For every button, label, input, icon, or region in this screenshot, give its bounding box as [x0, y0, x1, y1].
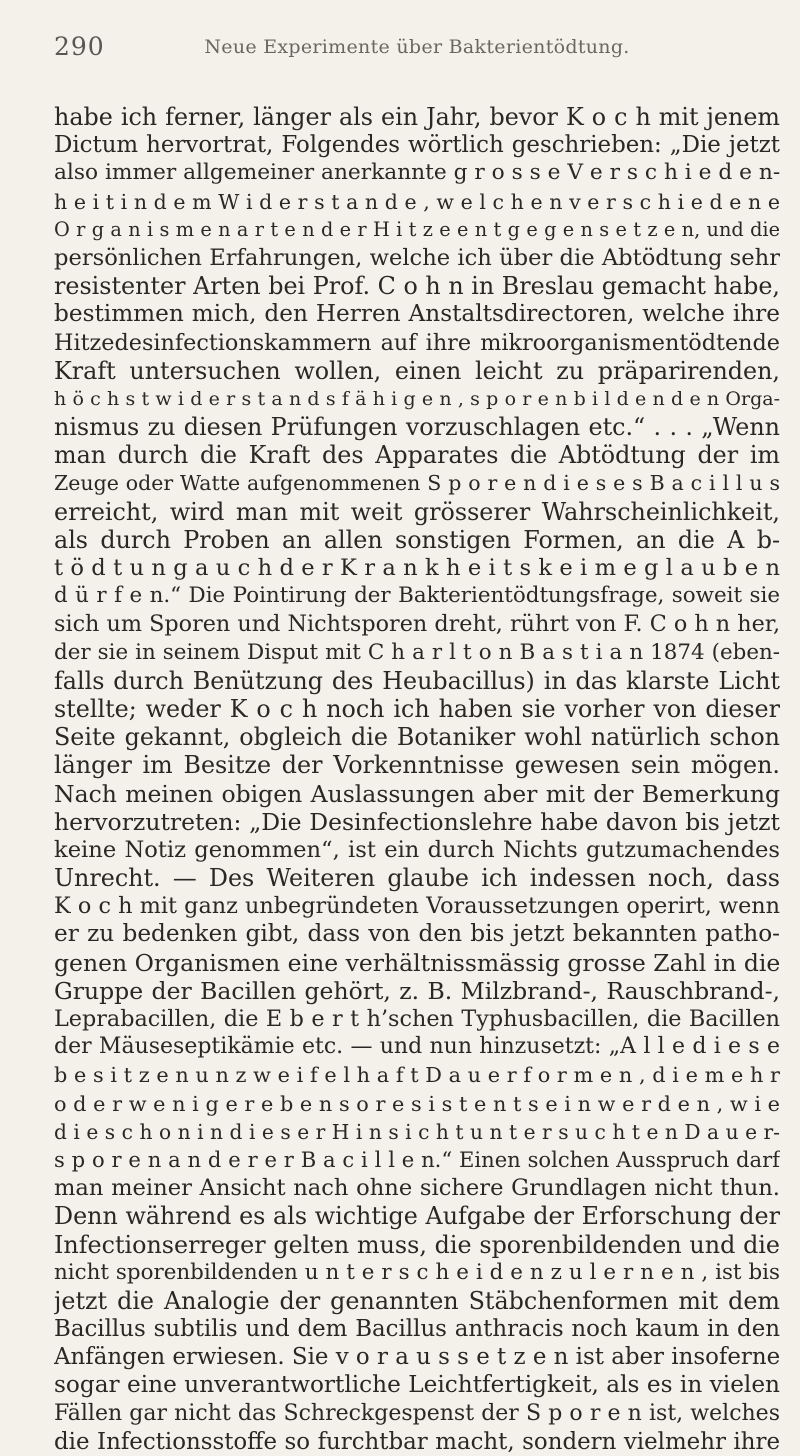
text-line: d ü r f e n.“ Die Pointirung der Bakterientödtungsfrage, soweit sie [54, 583, 780, 609]
text-line: Hitzedesinfectionskammern auf ihre mikroorganismentödtende [54, 329, 780, 356]
text-line: sogar eine unverantwortliche Leichtfertigkeit, als es in vielen [54, 1371, 780, 1399]
text-line: Infectionserreger gelten muss, die sporenbildenden und die [54, 1230, 780, 1259]
text-line: Bacillus subtilis und dem Bacillus anthracis noch kaum in den [54, 1316, 780, 1343]
text-line: Zeuge oder Watte aufgenommenen S p o r e n d i e s e s B a c i l l u s [54, 471, 780, 496]
book-page [54, 0, 780, 1455]
text-line: sich um Sporen und Nichtsporen dreht, rührt von F. C o h n her, [54, 611, 780, 638]
text-line: Denn während es als wichtige Aufgabe der Erforschung der [54, 1202, 780, 1231]
text-line: Dictum hervortrat, Folgendes wörtlich geschrieben: „Die jetzt [54, 132, 780, 159]
body-text [54, 103, 780, 1456]
text-line: Fällen gar nicht das Schreckgespenst der S p o r e n ist, welches [54, 1400, 780, 1426]
text-line: bestimmen mich, den Herren Anstaltsdirectoren, welche ihre [54, 300, 780, 328]
text-line: also immer allgemeiner anerkannte g r o s s e V e r s c h i e d e n- [54, 160, 780, 186]
text-line: resistenter Arten bei Prof. C o h n in Breslau gemacht habe, [54, 272, 780, 301]
text-line: Nach meinen obigen Auslassungen aber mit der Bemerkung [54, 779, 780, 808]
text-line: der sie in seinem Disput mit C h a r l t o n B a s t i a n 1874 (eben- [54, 639, 780, 665]
text-line: t ö d t u n g a u c h d e r K r a n k h e i t s k e i m e g l a u b e n [54, 555, 780, 581]
text-line: nismus zu diesen Prüfungen vorzuschlagen etc.“ . . . „Wenn [54, 413, 780, 442]
text-line: man durch die Kraft des Apparates die Abtödtung der im [54, 441, 780, 470]
text-line: Gruppe der Bacillen gehört, z. B. Milzbrand-, Rauschbrand-, [54, 976, 780, 1005]
page-number: 290 [54, 32, 105, 61]
text-line: h ö c h s t w i d e r s t a n d s f ä h i g e n , s p o r e n b i l d e n d e n Orga- [54, 387, 780, 410]
text-line: b e s i t z e n u n z w e i f e l h a f t D a u e r f o r m e n , d i e m e h r [54, 1063, 780, 1088]
text-line: erreicht, wird man mit weit grösserer Wahrscheinlichkeit, [54, 497, 780, 526]
text-line: s p o r e n a n d e r e r B a c i l l e n.“ Einen solchen Ausspruch darf [54, 1146, 780, 1172]
text-line: Kraft untersuchen wollen, einen leicht zu präparirenden, [54, 356, 780, 385]
running-title: Neue Experimente über Bakterientödtung. [204, 36, 630, 58]
text-line: o d e r w e n i g e r e b e n s o r e s i s t e n t s e i n w e r d e n , w i e [54, 1091, 780, 1116]
text-line: K o c h mit ganz unbegründeten Voraussetzungen operirt, wenn [54, 893, 780, 920]
text-line: d i e s c h o n i n d i e s e r H i n s i c h t u n t e r s u c h t e n D a u e r- [54, 1119, 780, 1144]
text-line: Leprabacillen, die E b e r t h’schen Typhusbacillen, die Bacillen [54, 1006, 780, 1032]
text-line: Anfängen erwiesen. Sie v o r a u s s e t z e n ist aber insoferne [54, 1344, 780, 1371]
text-line: Seite gekannt, obgleich die Botaniker wohl natürlich schon [54, 723, 780, 752]
text-line: jetzt die Analogie der genannten Stäbchenformen mit dem [54, 1286, 780, 1315]
text-line: habe ich ferner, länger als ein Jahr, bevor K o c h mit jenem [54, 103, 780, 131]
text-line: der Mäuseseptikämie etc. — und nun hinzusetzt: „A l l e d i e s e [54, 1034, 780, 1060]
text-line: genen Organismen eine verhältnissmässig grosse Zahl in die [54, 948, 780, 977]
text-line: hervorzutreten: „Die Desinfectionslehre habe davon bis jetzt [54, 807, 780, 836]
text-line: Unrecht. — Des Weiteren glaube ich indessen noch, dass [54, 864, 780, 893]
text-line: länger im Besitze der Vorkenntnisse gewesen sein mögen. [54, 751, 780, 780]
text-line: nicht sporenbildenden u n t e r s c h e i d e n z u l e r n e n , ist bis [54, 1259, 780, 1285]
text-line: die Infectionsstoffe so furchtbar macht, sondern vielmehr ihre [54, 1428, 780, 1455]
text-line: er zu bedenken gibt, dass von den bis jetzt bekannten patho- [54, 920, 780, 948]
text-line: keine Notiz genommen“, ist ein durch Nichts gutzumachendes [54, 836, 780, 863]
text-line: falls durch Benützung des Heubacillus) in das klarste Licht [54, 666, 780, 695]
text-line: als durch Proben an allen sonstigen Formen, an die A b- [54, 525, 780, 554]
text-line: stellte; weder K o c h noch ich haben sie vorher von dieser [54, 694, 780, 723]
text-line: man meiner Ansicht nach ohne sichere Grundlagen nicht thun. [54, 1175, 780, 1202]
text-line: O r g a n i s m e n a r t e n d e r H i t z e e n t g e g e n s e t z e n, und die [54, 217, 780, 241]
page-header [54, 32, 780, 66]
text-line: persönlichen Erfahrungen, welche ich über die Abtödtung sehr [54, 244, 780, 271]
text-line: h e i t i n d e m W i d e r s t a n d e , w e l c h e n v e r s c h i e d e n e [54, 189, 780, 214]
